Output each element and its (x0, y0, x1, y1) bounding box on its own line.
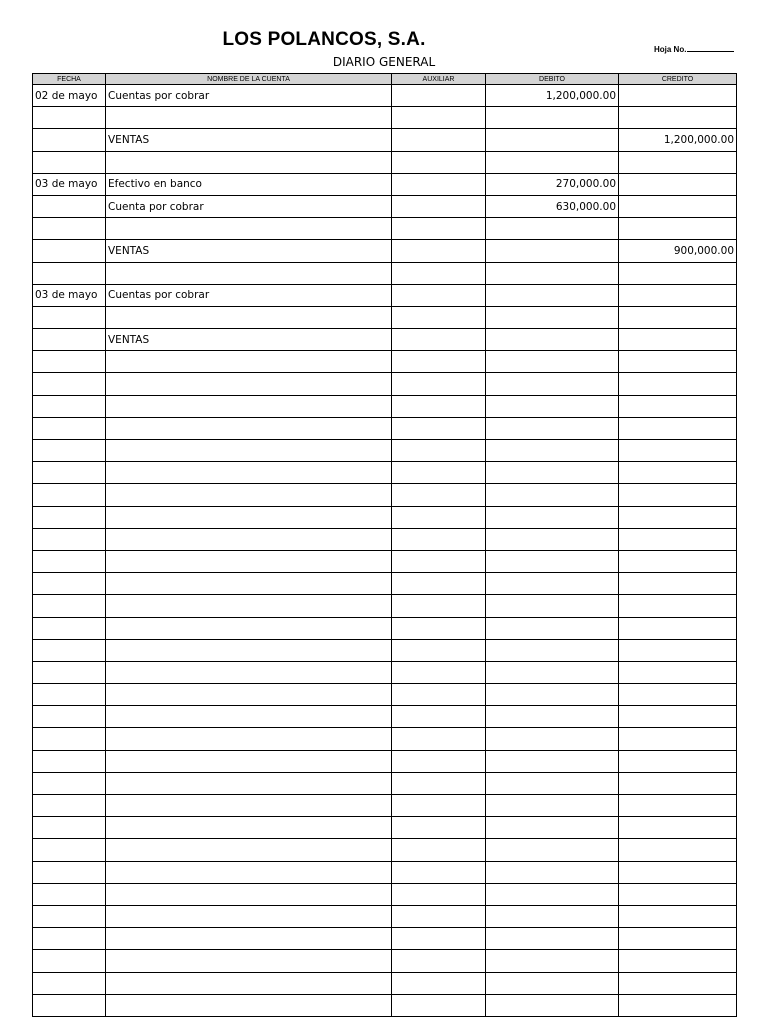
header-row (33, 74, 737, 85)
auxiliar-cell[interactable] (392, 772, 486, 794)
company-title: LOS POLANCOS, S.A. (222, 29, 426, 50)
credito-cell[interactable] (619, 506, 737, 528)
fecha-cell[interactable] (33, 684, 106, 706)
account-cell[interactable] (106, 706, 392, 728)
debito-cell[interactable] (486, 617, 619, 639)
credito-cell[interactable] (619, 905, 737, 927)
account-cell[interactable] (106, 550, 392, 572)
account-cell[interactable] (106, 661, 392, 683)
account-cell[interactable] (106, 151, 392, 173)
credito-cell[interactable] (619, 107, 737, 129)
account-cell[interactable] (106, 728, 392, 750)
account-cell[interactable] (106, 883, 392, 905)
credito-cell[interactable] (619, 284, 737, 306)
journal-body (33, 85, 737, 1017)
auxiliar-cell[interactable] (392, 218, 486, 240)
credito-cell[interactable] (619, 195, 737, 217)
table-row (33, 905, 737, 927)
fecha-cell[interactable] (33, 573, 106, 595)
debito-cell[interactable] (486, 440, 619, 462)
debito-cell[interactable] (486, 573, 619, 595)
account-cell[interactable]: VENTAS (106, 240, 392, 262)
credito-cell[interactable] (619, 750, 737, 772)
credito-cell[interactable]: 1,200,000.00 (619, 129, 737, 151)
fecha-cell[interactable] (33, 883, 106, 905)
debito-cell[interactable] (486, 839, 619, 861)
auxiliar-cell[interactable] (392, 484, 486, 506)
auxiliar-cell[interactable] (392, 440, 486, 462)
fecha-cell[interactable]: 03 de mayo (33, 173, 106, 195)
account-cell[interactable] (106, 684, 392, 706)
table-row (33, 795, 737, 817)
table-row (33, 617, 737, 639)
debito-cell[interactable] (486, 284, 619, 306)
account-cell[interactable] (106, 861, 392, 883)
debito-cell[interactable] (486, 417, 619, 439)
journal-subtitle: DIARIO GENERAL (332, 55, 436, 69)
credito-cell[interactable] (619, 173, 737, 195)
credito-cell[interactable] (619, 950, 737, 972)
auxiliar-cell[interactable] (392, 928, 486, 950)
credito-cell[interactable] (619, 817, 737, 839)
account-cell[interactable]: Efectivo en banco (106, 173, 392, 195)
debito-cell[interactable] (486, 107, 619, 129)
auxiliar-cell[interactable] (392, 905, 486, 927)
auxiliar-cell[interactable] (392, 795, 486, 817)
credito-cell[interactable] (619, 972, 737, 994)
credito-cell[interactable] (619, 994, 737, 1016)
debito-cell[interactable] (486, 883, 619, 905)
credito-cell[interactable]: 900,000.00 (619, 240, 737, 262)
auxiliar-cell[interactable] (392, 573, 486, 595)
fecha-cell[interactable] (33, 772, 106, 794)
table-row (33, 306, 737, 328)
auxiliar-cell[interactable] (392, 684, 486, 706)
debito-cell[interactable] (486, 661, 619, 683)
account-cell[interactable]: VENTAS (106, 129, 392, 151)
debito-cell[interactable] (486, 373, 619, 395)
credito-cell[interactable] (619, 306, 737, 328)
debito-cell[interactable] (486, 972, 619, 994)
fecha-cell[interactable] (33, 817, 106, 839)
sheet-number-label: Hoja No. (654, 45, 687, 54)
fecha-cell[interactable] (33, 639, 106, 661)
account-cell[interactable] (106, 107, 392, 129)
table-row (33, 284, 737, 306)
fecha-cell[interactable] (33, 706, 106, 728)
debito-cell[interactable] (486, 950, 619, 972)
debito-cell[interactable] (486, 240, 619, 262)
credito-cell[interactable] (619, 684, 737, 706)
fecha-cell[interactable] (33, 928, 106, 950)
auxiliar-cell[interactable] (392, 528, 486, 550)
account-cell[interactable] (106, 306, 392, 328)
auxiliar-cell[interactable] (392, 661, 486, 683)
fecha-cell[interactable] (33, 994, 106, 1016)
account-cell[interactable]: Cuentas por cobrar (106, 284, 392, 306)
credito-cell[interactable] (619, 795, 737, 817)
auxiliar-cell[interactable] (392, 306, 486, 328)
journal-table (32, 73, 737, 1017)
account-cell[interactable] (106, 506, 392, 528)
credito-cell[interactable] (619, 395, 737, 417)
credito-cell[interactable] (619, 262, 737, 284)
debito-cell[interactable]: 270,000.00 (486, 173, 619, 195)
account-cell[interactable] (106, 462, 392, 484)
auxiliar-cell[interactable] (392, 195, 486, 217)
account-cell[interactable] (106, 595, 392, 617)
fecha-cell[interactable] (33, 795, 106, 817)
account-cell[interactable] (106, 639, 392, 661)
debito-cell[interactable] (486, 750, 619, 772)
auxiliar-cell[interactable] (392, 972, 486, 994)
table-row (33, 373, 737, 395)
auxiliar-cell[interactable] (392, 817, 486, 839)
fecha-cell[interactable] (33, 905, 106, 927)
auxiliar-cell[interactable] (392, 373, 486, 395)
account-cell[interactable] (106, 905, 392, 927)
fecha-cell[interactable] (33, 218, 106, 240)
auxiliar-cell[interactable] (392, 173, 486, 195)
debito-cell[interactable] (486, 528, 619, 550)
table-row (33, 351, 737, 373)
fecha-cell[interactable]: 03 de mayo (33, 284, 106, 306)
account-cell[interactable] (106, 417, 392, 439)
sheet-number-blank[interactable] (687, 43, 734, 52)
credito-cell[interactable] (619, 329, 737, 351)
table-row (33, 528, 737, 550)
account-cell[interactable] (106, 262, 392, 284)
account-cell[interactable] (106, 972, 392, 994)
account-cell[interactable] (106, 573, 392, 595)
auxiliar-cell[interactable] (392, 395, 486, 417)
table-row (33, 706, 737, 728)
account-cell[interactable] (106, 440, 392, 462)
debito-cell[interactable] (486, 329, 619, 351)
table-row (33, 173, 737, 195)
credito-cell[interactable] (619, 639, 737, 661)
auxiliar-cell[interactable] (392, 151, 486, 173)
credito-cell[interactable] (619, 528, 737, 550)
auxiliar-cell[interactable] (392, 728, 486, 750)
fecha-cell[interactable] (33, 750, 106, 772)
account-cell[interactable] (106, 950, 392, 972)
sheet-number-field[interactable] (654, 43, 734, 54)
auxiliar-cell[interactable] (392, 950, 486, 972)
fecha-cell[interactable] (33, 395, 106, 417)
auxiliar-cell[interactable] (392, 462, 486, 484)
credito-cell[interactable] (619, 861, 737, 883)
account-cell[interactable] (106, 617, 392, 639)
credito-cell[interactable] (619, 728, 737, 750)
account-cell[interactable] (106, 839, 392, 861)
debito-cell[interactable] (486, 462, 619, 484)
account-cell[interactable]: Cuentas por cobrar (106, 85, 392, 107)
auxiliar-cell[interactable] (392, 839, 486, 861)
table-row (33, 861, 737, 883)
credito-cell[interactable] (619, 550, 737, 572)
table-row (33, 883, 737, 905)
credito-cell[interactable] (619, 839, 737, 861)
table-row (33, 151, 737, 173)
fecha-cell[interactable] (33, 417, 106, 439)
fecha-cell[interactable] (33, 617, 106, 639)
debito-cell[interactable] (486, 928, 619, 950)
fecha-cell[interactable] (33, 839, 106, 861)
debito-cell[interactable] (486, 484, 619, 506)
debito-cell[interactable] (486, 905, 619, 927)
credito-cell[interactable] (619, 417, 737, 439)
fecha-cell[interactable] (33, 129, 106, 151)
auxiliar-cell[interactable] (392, 883, 486, 905)
auxiliar-cell[interactable] (392, 284, 486, 306)
table-row (33, 595, 737, 617)
column-header-credito: CREDITO (619, 74, 737, 85)
table-row (33, 972, 737, 994)
table-row (33, 728, 737, 750)
table-row (33, 417, 737, 439)
fecha-cell[interactable] (33, 462, 106, 484)
debito-cell[interactable] (486, 706, 619, 728)
auxiliar-cell[interactable] (392, 329, 486, 351)
account-cell[interactable] (106, 817, 392, 839)
debito-cell[interactable] (486, 306, 619, 328)
fecha-cell[interactable] (33, 861, 106, 883)
debito-cell[interactable]: 1,200,000.00 (486, 85, 619, 107)
credito-cell[interactable] (619, 706, 737, 728)
fecha-cell[interactable] (33, 728, 106, 750)
credito-cell[interactable] (619, 573, 737, 595)
account-cell[interactable] (106, 750, 392, 772)
table-row (33, 772, 737, 794)
column-header-fecha: FECHA (33, 74, 106, 85)
account-cell[interactable] (106, 484, 392, 506)
fecha-cell[interactable] (33, 262, 106, 284)
fecha-cell[interactable] (33, 950, 106, 972)
fecha-cell[interactable] (33, 484, 106, 506)
table-row (33, 994, 737, 1016)
debito-cell[interactable] (486, 395, 619, 417)
table-row (33, 262, 737, 284)
table-row (33, 240, 737, 262)
debito-cell[interactable] (486, 129, 619, 151)
table-row (33, 85, 737, 107)
table-row (33, 928, 737, 950)
table-row (33, 839, 737, 861)
debito-cell[interactable] (486, 728, 619, 750)
credito-cell[interactable] (619, 928, 737, 950)
fecha-cell[interactable] (33, 550, 106, 572)
credito-cell[interactable] (619, 151, 737, 173)
table-row (33, 550, 737, 572)
fecha-cell[interactable] (33, 107, 106, 129)
debito-cell[interactable] (486, 861, 619, 883)
auxiliar-cell[interactable] (392, 595, 486, 617)
table-row (33, 750, 737, 772)
debito-cell[interactable] (486, 506, 619, 528)
debito-cell[interactable] (486, 262, 619, 284)
account-cell[interactable] (106, 772, 392, 794)
account-cell[interactable]: Cuenta por cobrar (106, 195, 392, 217)
table-row (33, 462, 737, 484)
credito-cell[interactable] (619, 595, 737, 617)
credito-cell[interactable] (619, 85, 737, 107)
debito-cell[interactable] (486, 218, 619, 240)
auxiliar-cell[interactable] (392, 129, 486, 151)
auxiliar-cell[interactable] (392, 240, 486, 262)
account-cell[interactable] (106, 351, 392, 373)
fecha-cell[interactable] (33, 528, 106, 550)
table-row (33, 195, 737, 217)
credito-cell[interactable] (619, 484, 737, 506)
account-cell[interactable] (106, 395, 392, 417)
fecha-cell[interactable] (33, 329, 106, 351)
debito-cell[interactable] (486, 772, 619, 794)
table-row (33, 684, 737, 706)
fecha-cell[interactable] (33, 506, 106, 528)
column-header-debito: DEBITO (486, 74, 619, 85)
auxiliar-cell[interactable] (392, 617, 486, 639)
table-row (33, 395, 737, 417)
auxiliar-cell[interactable] (392, 107, 486, 129)
credito-cell[interactable] (619, 617, 737, 639)
fecha-cell[interactable] (33, 373, 106, 395)
fecha-cell[interactable] (33, 661, 106, 683)
debito-cell[interactable] (486, 351, 619, 373)
table-row (33, 639, 737, 661)
table-row (33, 107, 737, 129)
fecha-cell[interactable] (33, 351, 106, 373)
auxiliar-cell[interactable] (392, 85, 486, 107)
debito-cell[interactable] (486, 994, 619, 1016)
debito-cell[interactable] (486, 817, 619, 839)
account-cell[interactable]: VENTAS (106, 329, 392, 351)
debito-cell[interactable] (486, 550, 619, 572)
debito-cell[interactable] (486, 639, 619, 661)
table-row (33, 484, 737, 506)
account-cell[interactable] (106, 994, 392, 1016)
credito-cell[interactable] (619, 772, 737, 794)
column-header-auxiliar: AUXILIAR (392, 74, 486, 85)
auxiliar-cell[interactable] (392, 706, 486, 728)
auxiliar-cell[interactable] (392, 550, 486, 572)
debito-cell[interactable] (486, 595, 619, 617)
credito-cell[interactable] (619, 462, 737, 484)
table-row (33, 129, 737, 151)
credito-cell[interactable] (619, 883, 737, 905)
column-header-cuenta: NOMBRE DE LA CUENTA (106, 74, 392, 85)
auxiliar-cell[interactable] (392, 417, 486, 439)
table-row (33, 440, 737, 462)
table-row (33, 329, 737, 351)
table-row (33, 218, 737, 240)
credito-cell[interactable] (619, 440, 737, 462)
fecha-cell[interactable] (33, 972, 106, 994)
fecha-cell[interactable] (33, 595, 106, 617)
credito-cell[interactable] (619, 218, 737, 240)
account-cell[interactable] (106, 373, 392, 395)
fecha-cell[interactable]: 02 de mayo (33, 85, 106, 107)
auxiliar-cell[interactable] (392, 861, 486, 883)
account-cell[interactable] (106, 528, 392, 550)
auxiliar-cell[interactable] (392, 262, 486, 284)
debito-cell[interactable] (486, 795, 619, 817)
debito-cell[interactable] (486, 151, 619, 173)
account-cell[interactable] (106, 928, 392, 950)
account-cell[interactable] (106, 795, 392, 817)
table-row (33, 506, 737, 528)
debito-cell[interactable] (486, 684, 619, 706)
account-cell[interactable] (106, 218, 392, 240)
credito-cell[interactable] (619, 661, 737, 683)
table-row (33, 661, 737, 683)
auxiliar-cell[interactable] (392, 351, 486, 373)
auxiliar-cell[interactable] (392, 506, 486, 528)
table-row (33, 573, 737, 595)
fecha-cell[interactable] (33, 151, 106, 173)
fecha-cell[interactable] (33, 195, 106, 217)
auxiliar-cell[interactable] (392, 994, 486, 1016)
fecha-cell[interactable] (33, 240, 106, 262)
credito-cell[interactable] (619, 373, 737, 395)
fecha-cell[interactable] (33, 306, 106, 328)
credito-cell[interactable] (619, 351, 737, 373)
debito-cell[interactable]: 630,000.00 (486, 195, 619, 217)
auxiliar-cell[interactable] (392, 750, 486, 772)
auxiliar-cell[interactable] (392, 639, 486, 661)
table-row (33, 817, 737, 839)
table-row (33, 950, 737, 972)
fecha-cell[interactable] (33, 440, 106, 462)
